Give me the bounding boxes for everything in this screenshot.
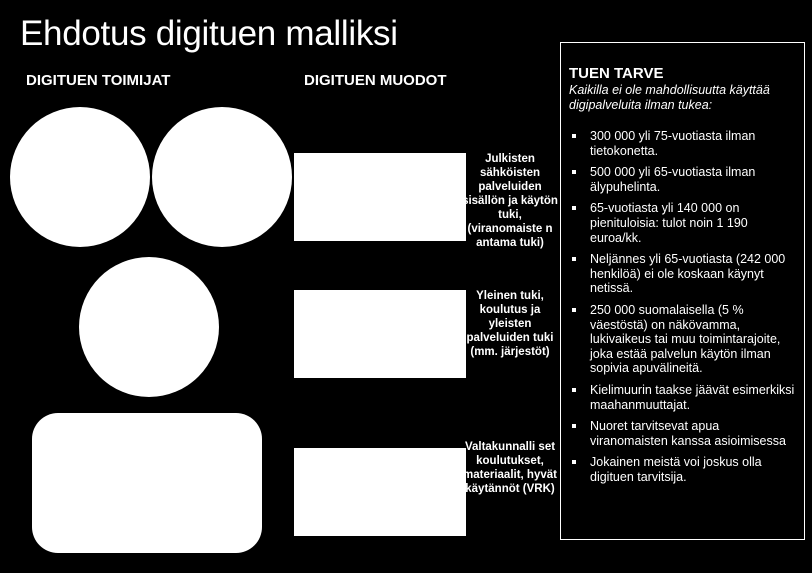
forms-heading: DIGITUEN MUODOT <box>304 72 447 89</box>
list-item: 250 000 suomalaisella (5 % väestöstä) on näkövamma, lukivaikeus tai muu toimintarajoite, joka estää palvelun käytön ilman sopivia apuvälineitä. <box>569 303 796 376</box>
needs-list <box>569 129 796 484</box>
form-box-1 <box>294 153 466 241</box>
list-item: 65-vuotiasta yli 140 000 on pienituloisia: tulot noin 1 190 euroa/kk. <box>569 201 796 245</box>
panel-title: TUEN TARVE <box>569 65 664 82</box>
list-item: Nuoret tarvitsevat apua viranomaisten kanssa asioimisessa <box>569 419 796 448</box>
list-item: 300 000 yli 75-vuotiasta ilman tietokonetta. <box>569 129 796 158</box>
form-label-3: Valtakunnalli set koulutukset, materiaalit, hyvät käytännöt (VRK) <box>463 441 557 495</box>
page-title: Ehdotus digituen malliksi <box>20 14 398 53</box>
list-item: 500 000 yli 65-vuotiasta ilman älypuhelinta. <box>569 165 796 194</box>
form-label-2: Yleinen tuki, koulutus ja yleisten palveluiden tuki (mm. järjestöt) <box>466 290 554 358</box>
actor-circle-1 <box>10 107 150 247</box>
form-box-2 <box>294 290 466 378</box>
list-item: Kielimuurin taakse jäävät esimerkiksi maahanmuuttajat. <box>569 383 796 412</box>
actor-circle-2 <box>152 107 292 247</box>
form-label-1: Julkisten sähköisten palveluiden sisällön ja käytön tuki, (viranomaiste n antama tuki) <box>462 153 558 249</box>
actor-rounded-box <box>32 413 262 553</box>
list-item: Neljännes yli 65-vuotiasta (242 000 henkilöä) ei ole koskaan käynyt netissä. <box>569 252 796 296</box>
support-need-panel <box>560 42 805 540</box>
panel-subtitle: Kaikilla ei ole mahdollisuutta käyttää digipalveluita ilman tukea: <box>569 83 770 112</box>
actors-heading: DIGITUEN TOIMIJAT <box>26 72 171 89</box>
list-item: Jokainen meistä voi joskus olla digituen tarvitsija. <box>569 455 796 484</box>
form-box-3 <box>294 448 466 536</box>
actor-circle-3 <box>79 257 219 397</box>
